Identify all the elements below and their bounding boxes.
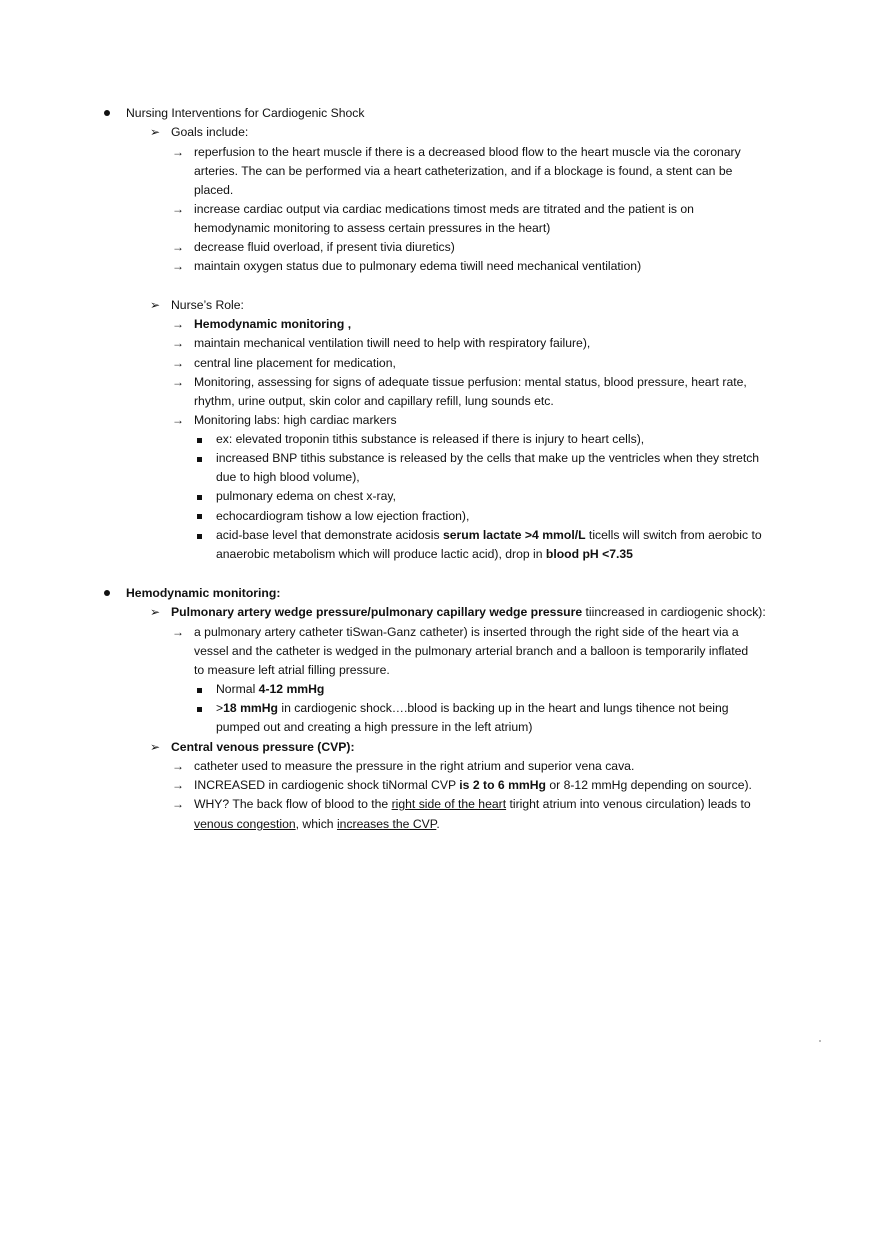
square-bullet-icon	[197, 707, 202, 712]
goal-line: reperfusion to the heart muscle if there is a decreased blood flow to the heart muscle via the coronary	[194, 145, 741, 159]
arrow-icon: →	[172, 145, 184, 159]
cvp-line: INCREASED in cardiogenic shock tiNormal CVP is 2 to 6 mmHg or 8-12 mmHg depending on source).	[194, 778, 752, 792]
cvp-line: venous congestion, which increases the CVP.	[194, 817, 440, 831]
role-item: Monitoring labs: high cardiac markers	[194, 413, 397, 427]
goal-line: increase cardiac output via cardiac medications timost meds are titrated and the patient is on	[194, 202, 694, 216]
role-item: central line placement for medication,	[194, 356, 396, 370]
cvp-line: WHY? The back flow of blood to the right side of the heart tiright atrium into venous circulation) leads to	[194, 797, 751, 811]
pawp-line: to measure left atrial filling pressure.	[194, 663, 390, 677]
role-item: Monitoring, assessing for signs of adequate tissue perfusion: mental status, blood pressure, heart rate,	[194, 375, 747, 389]
high-range: >18 mmHg in cardiogenic shock….blood is backing up in the heart and lungs tihence not being	[216, 701, 729, 715]
arrow-icon: →	[172, 336, 184, 350]
arrow-icon: →	[172, 625, 184, 639]
goal-line: placed.	[194, 183, 234, 197]
chevron-icon: ➢	[150, 605, 161, 619]
cvp-heading: Central venous pressure (CVP):	[171, 740, 355, 754]
goal-line: maintain oxygen status due to pulmonary edema tiwill need mechanical ventilation)	[194, 259, 642, 273]
section-title: Hemodynamic monitoring:	[126, 586, 281, 600]
role-item: Hemodynamic monitoring ,	[194, 317, 352, 331]
lab-item: acid-base level that demonstrate acidosis serum lactate >4 mmol/L ticells will switch from aerobic to	[216, 528, 762, 542]
square-bullet-icon	[197, 534, 202, 539]
square-bullet-icon	[197, 495, 202, 500]
section-title: Nursing Interventions for Cardiogenic Shock	[126, 106, 365, 120]
lab-item: anaerobic metabolism which will produce lactic acid), drop in blood pH <7.35	[216, 547, 633, 561]
arrow-icon: →	[172, 778, 184, 792]
bullet-dot-icon	[104, 110, 110, 116]
lab-item: echocardiogram tishow a low ejection fraction),	[216, 509, 470, 523]
pawp-line: vessel and the catheter is wedged in the pulmonary arterial branch and a balloon is temporarily inflated	[194, 644, 749, 658]
cvp-line: catheter used to measure the pressure in the right atrium and superior vena cava.	[194, 759, 635, 773]
lab-item: pulmonary edema on chest x-ray,	[216, 489, 396, 503]
normal-range: Normal 4-12 mmHg	[216, 682, 325, 696]
chevron-icon: ➢	[150, 740, 161, 754]
role-item: rhythm, urine output, skin color and capillary refill, lung sounds etc.	[194, 394, 554, 408]
lab-item: due to high blood volume),	[216, 470, 360, 484]
role-heading: Nurse’s Role:	[171, 298, 244, 312]
arrow-icon: →	[172, 317, 184, 331]
goals-heading: Goals include:	[171, 125, 249, 139]
goal-line: hemodynamic monitoring to assess certain pressures in the heart)	[194, 221, 551, 235]
pawp-heading: Pulmonary artery wedge pressure/pulmonary capillary wedge pressure tiincreased in cardiogenic shock):	[171, 605, 766, 619]
lab-item: increased BNP tithis substance is released by the cells that make up the ventricles when they stretch	[216, 451, 760, 465]
pawp-line: a pulmonary artery catheter tiSwan-Ganz catheter) is inserted through the right side of the heart via a	[194, 625, 739, 639]
arrow-icon: →	[172, 202, 184, 216]
role-item: maintain mechanical ventilation tiwill need to help with respiratory failure),	[194, 336, 591, 350]
arrow-icon: →	[172, 375, 184, 389]
chevron-icon: ➢	[150, 125, 161, 139]
arrow-icon: →	[172, 797, 184, 811]
square-bullet-icon	[197, 688, 202, 693]
square-bullet-icon	[197, 514, 202, 519]
arrow-icon: →	[172, 240, 184, 254]
arrow-icon: →	[172, 759, 184, 773]
high-range: pumped out and creating a high pressure in the left atrium)	[216, 720, 533, 734]
arrow-icon: →	[172, 356, 184, 370]
lab-item: ex: elevated troponin tithis substance is released if there is injury to heart cells),	[216, 432, 645, 446]
bullet-dot-icon	[104, 590, 110, 596]
page-speck	[819, 1040, 821, 1042]
chevron-icon: ➢	[150, 298, 161, 312]
goal-line: decrease fluid overload, if present tivia diuretics)	[194, 240, 455, 254]
arrow-icon: →	[172, 413, 184, 427]
square-bullet-icon	[197, 457, 202, 462]
goal-line: arteries. The can be performed via a heart catheterization, and if a blockage is found, a stent can be	[194, 164, 733, 178]
square-bullet-icon	[197, 438, 202, 443]
arrow-icon: →	[172, 259, 184, 273]
